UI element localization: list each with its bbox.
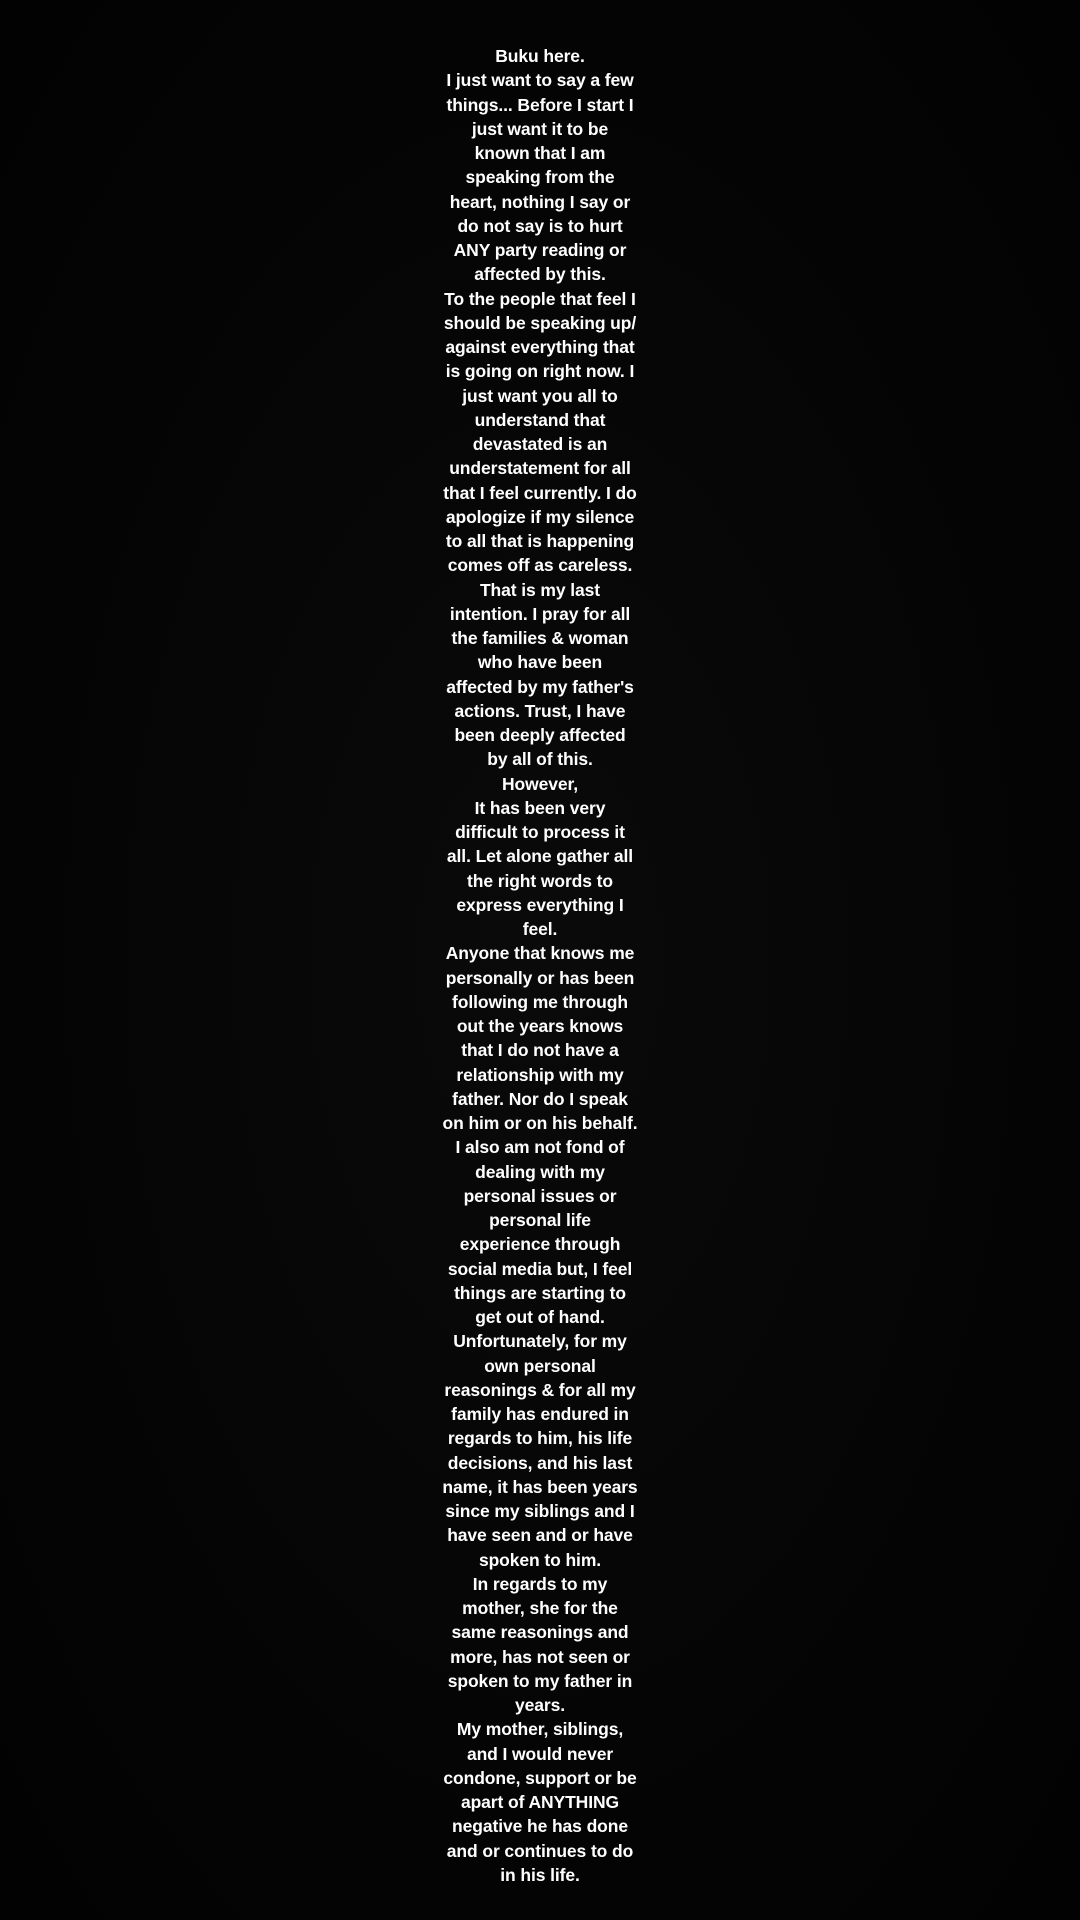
story-line: against everything that <box>445 337 635 357</box>
story-line: comes off as careless. <box>447 555 633 576</box>
story-line: all. Let alone gather all <box>446 846 634 867</box>
story-line: Unfortunately, for my <box>453 1331 627 1352</box>
story-line: things are starting to <box>454 1282 626 1303</box>
story-line: affected by this. <box>474 264 606 285</box>
story-line: is going on right now. I <box>445 361 635 382</box>
story-line: It has been very <box>474 797 606 818</box>
story-line: feel. <box>522 919 558 939</box>
story-line: the families & woman <box>451 628 629 648</box>
story-line: and I would never <box>466 1743 614 1764</box>
story-line: to all that is happening <box>445 531 635 551</box>
story-line: negative he has done <box>452 1816 628 1837</box>
story-line: speaking from the <box>465 167 615 188</box>
story-line: that I feel currently. I do <box>443 482 637 503</box>
story-line: more, has not seen or <box>450 1646 630 1667</box>
story-line: that I do not have a <box>461 1040 619 1061</box>
story-line: should be speaking up/ <box>443 312 637 333</box>
story-line: personal life <box>489 1210 591 1230</box>
story-line: just want it to be <box>471 118 609 139</box>
story-line: own personal <box>484 1355 596 1376</box>
story-line: out the years knows <box>456 1016 624 1036</box>
story-line: since my siblings and I <box>445 1501 635 1521</box>
story-line: However, <box>501 773 579 794</box>
story-line: just want you all to <box>462 385 618 406</box>
story-line: father. Nor do I speak <box>452 1088 628 1109</box>
story-line: who have been <box>477 652 603 673</box>
story-line: relationship with my <box>456 1064 624 1085</box>
story-line: My mother, siblings, <box>456 1719 624 1740</box>
story-text-block <box>0 44 1080 1887</box>
story-line: heart, nothing I say or <box>449 191 631 212</box>
story-line: actions. Trust, I have <box>454 700 626 721</box>
story-line: the right words to <box>467 870 613 891</box>
story-line: regards to him, his life <box>447 1428 633 1449</box>
story-line: and or continues to do <box>446 1840 634 1861</box>
story-line: ANY party reading or <box>453 240 627 260</box>
story-line: get out of hand. <box>475 1307 605 1327</box>
story-line: apart of ANYTHING <box>460 1792 620 1812</box>
story-line: same reasonings and <box>451 1622 629 1643</box>
story-line: apologize if my silence <box>445 506 635 527</box>
story-line: understand that <box>474 409 606 430</box>
story-line: Buku here. <box>495 46 585 66</box>
story-line: in his life. <box>500 1864 580 1885</box>
story-line: do not say is to hurt <box>457 215 623 236</box>
story-line: In regards to my <box>472 1573 608 1594</box>
story-line: devastated is an <box>472 434 608 454</box>
story-line: express everything I <box>456 894 624 915</box>
story-line: I just want to say a few <box>446 70 634 91</box>
story-line: mother, she for the <box>462 1598 618 1618</box>
story-line: personal issues or <box>463 1185 617 1206</box>
story-line: difficult to process it <box>455 822 625 842</box>
story-line: social media but, I feel <box>447 1258 633 1279</box>
story-line: spoken to my father in <box>447 1670 633 1691</box>
story-line: affected by my father's <box>446 676 634 697</box>
story-line: known that I am <box>474 143 606 163</box>
story-line: I also am not fond of <box>455 1137 625 1158</box>
story-line: decisions, and his last <box>447 1452 633 1473</box>
story-line: by all of this. <box>487 749 593 770</box>
story-line: dealing with my <box>475 1161 605 1182</box>
story-line: spoken to him. <box>478 1549 602 1570</box>
story-line: following me through <box>452 991 628 1012</box>
story-line: years. <box>514 1695 565 1715</box>
story-line: have seen and or have <box>447 1525 633 1546</box>
story-line: things... Before I start I <box>446 94 634 115</box>
story-line: To the people that feel I <box>444 288 636 309</box>
story-line: family has endured in <box>451 1404 629 1424</box>
story-line: Anyone that knows me <box>445 943 635 964</box>
story-line: experience through <box>459 1234 621 1255</box>
story-line: condone, support or be <box>443 1767 637 1788</box>
story-line: intention. I pray for all <box>449 603 631 624</box>
story-line: understatement for all <box>449 458 631 479</box>
story-line: reasonings & for all my <box>444 1379 636 1400</box>
story-line: on him or on his behalf. <box>442 1113 638 1133</box>
story-line: personally or has been <box>445 967 635 988</box>
story-line: been deeply affected <box>454 725 626 745</box>
story-line: That is my last <box>479 579 601 600</box>
story-line: name, it has been years <box>442 1476 638 1497</box>
